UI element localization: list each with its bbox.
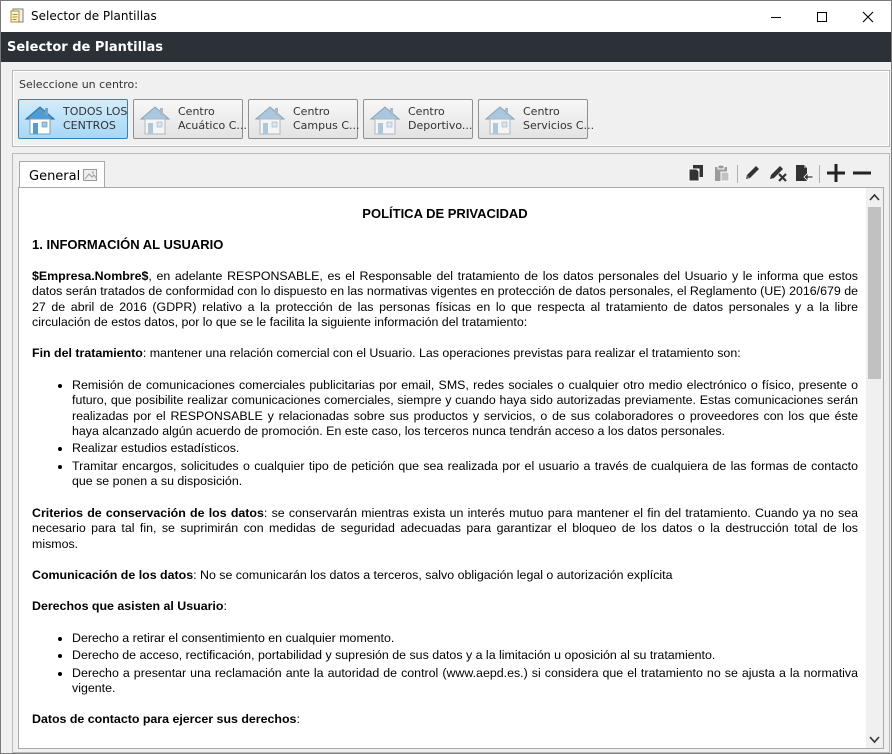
center-button-acuatico[interactable] xyxy=(133,99,247,139)
scroll-down-button[interactable] xyxy=(866,731,883,748)
document-editor[interactable] xyxy=(18,187,884,749)
center-button-label: Centro Servicios C... xyxy=(523,105,595,132)
list-item: • Remisión de comunicaciones comerciales publicitarias por email, SMS, redes sociales o cualquier otro medio electrónico o físico, presente o futuro, que posibilite realizar comunicaciones comerciales, siempre y cuando haya sido autorizadas previamente. Estas comunicaciones serán realizadas por el RESPONSABLE y relacionadas sobre sus productos y servicios, o de sus colaboradores o proveedores con los que éste haya alcanzado algún acuerdo de promoción. En este caso, los terceros nunca tendrán acceso a los datos personales. xyxy=(72,378,858,440)
document-title: POLÍTICA DE PRIVACIDAD xyxy=(362,206,528,221)
toolbar-separator xyxy=(737,165,738,183)
paragraph-communication: Comunicación de los datos: No se comunicarán los datos a terceros, salvo obligación legal o autorización explícita xyxy=(32,567,673,582)
pencil-delete-icon xyxy=(768,164,788,182)
center-button-campus[interactable] xyxy=(248,99,358,139)
editor-toolbar xyxy=(685,162,885,186)
pencil-icon xyxy=(743,164,761,182)
vertical-scrollbar[interactable] xyxy=(866,188,883,748)
center-button-label: Centro Acuático C... xyxy=(178,105,247,132)
image-icon xyxy=(82,167,98,183)
template-selector-icon xyxy=(10,8,26,24)
edit-button[interactable] xyxy=(741,162,763,184)
house-icon xyxy=(483,104,517,136)
plus-icon xyxy=(826,163,846,183)
minimize-button[interactable] xyxy=(753,1,799,32)
header-band xyxy=(1,32,891,62)
center-button-deportivo[interactable] xyxy=(363,99,473,139)
maximize-icon xyxy=(816,11,828,23)
chevron-up-icon xyxy=(869,193,880,201)
import-button[interactable] xyxy=(793,162,815,184)
purpose-list xyxy=(72,378,858,490)
toolbar-separator xyxy=(819,165,820,183)
copy-icon xyxy=(687,164,705,182)
paragraph-responsible: $Empresa.Nombre$, en adelante RESPONSABLE, es el Responsable del tratamiento de los datos personales del Usuario y le informa que estos datos serán tratados de conformidad con lo dispuesto en las normativas vigentes en protección de datos personales, el Reglamento (UE) 2016/679 de 27 de abril de 2016 (GDPR) relativo a la protección de las personas físicas en lo que respecta al tratamiento de datos personales y a la libre circulación de estos datos, por lo que se le facilita la siguiente información del tratamiento: xyxy=(32,268,858,330)
close-button[interactable] xyxy=(845,1,891,32)
scroll-up-button[interactable] xyxy=(866,188,883,205)
edit-delete-button[interactable] xyxy=(767,162,789,184)
section-heading: 1. INFORMACIÓN AL USUARIO xyxy=(32,237,224,253)
document-content xyxy=(32,206,858,744)
add-button[interactable] xyxy=(825,162,847,184)
close-icon xyxy=(862,11,874,23)
house-icon xyxy=(368,104,402,136)
header-title: Selector de Plantillas xyxy=(7,40,163,55)
minus-icon xyxy=(852,163,872,183)
copy-button[interactable] xyxy=(685,162,707,184)
paste-button[interactable] xyxy=(711,162,733,184)
paragraph-rights: Derechos que asisten al Usuario: xyxy=(32,599,227,614)
window-title: Selector de Plantillas xyxy=(31,9,157,23)
rights-list xyxy=(72,631,858,697)
maximize-button[interactable] xyxy=(799,1,845,32)
centers-panel xyxy=(12,70,890,147)
minimize-icon xyxy=(770,11,782,23)
list-item: • Derecho a retirar el consentimiento en cualquier momento. xyxy=(72,631,858,646)
content-panel xyxy=(12,153,890,753)
center-button-label: Centro Campus C... xyxy=(293,105,360,132)
paste-icon xyxy=(713,164,731,182)
scrollbar-thumb[interactable] xyxy=(868,207,881,379)
center-button-all[interactable] xyxy=(18,99,128,139)
house-icon xyxy=(138,104,172,136)
centers-label: Seleccione un centro: xyxy=(19,78,138,91)
document-import-icon xyxy=(794,164,814,182)
center-button-servicios[interactable] xyxy=(478,99,595,139)
center-button-label: Centro Deportivo... xyxy=(408,105,473,132)
tab-general[interactable] xyxy=(19,161,105,187)
paragraph-purpose: Fin del tratamiento: mantener una relación comercial con el Usuario. Las operaciones previstas para realizar el tratamiento son: xyxy=(32,346,741,361)
list-item: • Derecho de acceso, rectificación, portabilidad y supresión de sus datos y a la limitación u oposición al su tratamiento. xyxy=(72,648,858,663)
paragraph-contact: Datos de contacto para ejercer sus derechos: xyxy=(32,712,300,727)
house-icon xyxy=(23,104,57,136)
tab-general-label: General xyxy=(29,169,81,184)
house-icon xyxy=(253,104,287,136)
chevron-down-icon xyxy=(869,736,880,744)
list-item: • Tramitar encargos, solicitudes o cualquier tipo de petición que sea realizada por el usuario a través de cualquiera de las formas de contacto que se ponen a su disposición. xyxy=(72,459,858,490)
title-bar xyxy=(1,1,891,32)
remove-button[interactable] xyxy=(851,162,873,184)
list-item: • Derecho a presentar una reclamación ante la autoridad de control (www.aepd.es.) si considera que el tratamiento no se ajusta a la normativa vigente. xyxy=(72,666,858,697)
list-item: • Realizar estudios estadísticos. xyxy=(72,441,858,456)
paragraph-retention: Criterios de conservación de los datos: se conservarán mientras exista un interés mutuo para mantener el fin del tratamiento. Cuando ya no sea necesario para tal fin, se suprimirán con medidas de seguridad adecuadas para garantizar el bloqueo de los datos o la destrucción total de los mismos. xyxy=(32,505,858,551)
center-button-label: TODOS LOS CENTROS xyxy=(63,105,128,132)
